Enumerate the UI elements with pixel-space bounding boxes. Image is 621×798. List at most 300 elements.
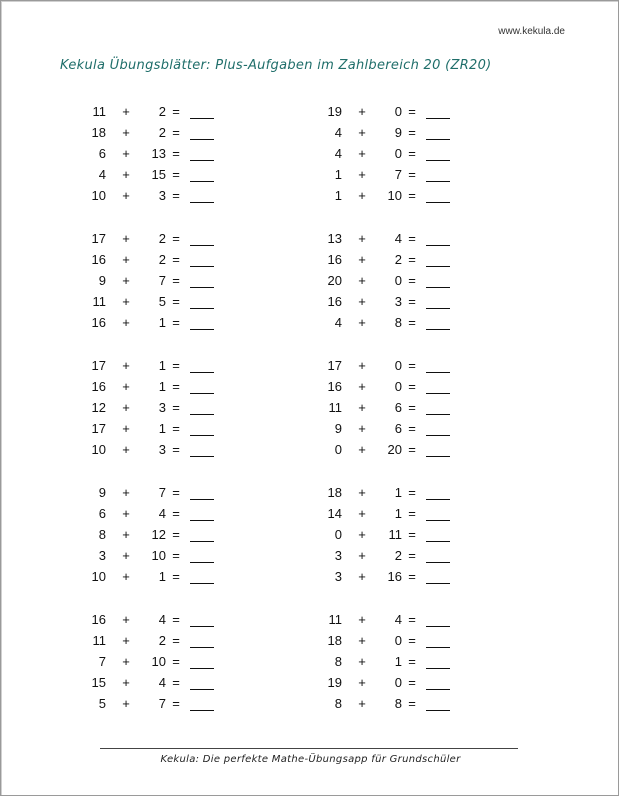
problem-row [306,165,506,186]
problem-row [70,313,270,334]
second-addend: 0 [394,358,402,373]
second-addend: 1 [158,379,166,394]
first-addend: 4 [334,125,342,140]
equals-sign: = [408,633,416,648]
equals-sign: = [408,315,416,330]
answer-blank[interactable] [426,647,450,648]
equals-sign: = [408,421,416,436]
problem-row [306,313,506,334]
second-addend: 13 [151,146,166,161]
problem-row [70,525,270,546]
equals-sign: = [172,569,180,584]
problem-row [70,504,270,525]
problem-row [70,123,270,144]
answer-blank[interactable] [426,626,450,627]
equals-sign: = [408,252,416,267]
answer-blank[interactable] [190,710,214,711]
problem-row [306,271,506,292]
first-addend: 18 [327,633,342,648]
plus-sign: + [122,252,130,267]
first-addend: 0 [334,527,342,542]
second-addend: 2 [158,104,166,119]
problem-row [70,483,270,504]
second-addend: 8 [394,696,402,711]
plus-sign: + [358,696,366,711]
first-addend: 1 [334,188,342,203]
second-addend: 2 [158,633,166,648]
second-addend: 15 [151,167,166,182]
answer-blank[interactable] [190,562,214,563]
plus-sign: + [358,273,366,288]
problem-group [306,229,506,356]
second-addend: 3 [158,400,166,415]
problem-row [306,102,506,123]
second-addend: 7 [394,167,402,182]
problem-row [70,398,270,419]
sheet-title: Kekula Übungsblätter: Plus-Aufgaben im Zahlbereich 20 (ZR20) [60,58,492,73]
problem-row [70,652,270,673]
first-addend: 4 [98,167,106,182]
second-addend: 2 [158,252,166,267]
equals-sign: = [408,146,416,161]
equals-sign: = [172,104,180,119]
equals-sign: = [172,633,180,648]
answer-blank[interactable] [426,414,450,415]
equals-sign: = [408,167,416,182]
first-addend: 10 [91,188,106,203]
first-addend: 16 [91,315,106,330]
answer-blank[interactable] [426,308,450,309]
plus-sign: + [122,421,130,436]
equals-sign: = [172,485,180,500]
first-addend: 19 [327,104,342,119]
equals-sign: = [172,421,180,436]
first-addend: 16 [327,294,342,309]
equals-sign: = [408,654,416,669]
first-addend: 4 [334,315,342,330]
problem-row [306,694,506,715]
answer-blank[interactable] [426,393,450,394]
first-addend: 16 [91,252,106,267]
second-addend: 3 [158,188,166,203]
problem-group [70,229,270,356]
answer-blank[interactable] [426,435,450,436]
second-addend: 0 [394,104,402,119]
equals-sign: = [408,294,416,309]
first-addend: 10 [91,569,106,584]
second-addend: 2 [158,125,166,140]
equals-sign: = [408,527,416,542]
problem-row [70,356,270,377]
second-addend: 2 [394,252,402,267]
first-addend: 16 [327,379,342,394]
problem-row [306,504,506,525]
equals-sign: = [408,569,416,584]
first-addend: 8 [334,654,342,669]
answer-blank[interactable] [426,160,450,161]
second-addend: 1 [158,569,166,584]
second-addend: 1 [394,485,402,500]
problem-row [306,610,506,631]
second-addend: 4 [158,612,166,627]
plus-sign: + [358,569,366,584]
plus-sign: + [122,506,130,521]
equals-sign: = [408,506,416,521]
problem-row [70,102,270,123]
problem-group [70,483,270,610]
right-column [306,102,506,737]
first-addend: 3 [98,548,106,563]
first-addend: 6 [98,506,106,521]
answer-blank[interactable] [190,435,214,436]
answer-blank[interactable] [190,266,214,267]
equals-sign: = [172,273,180,288]
first-addend: 7 [98,654,106,669]
plus-sign: + [358,506,366,521]
second-addend: 1 [158,358,166,373]
answer-blank[interactable] [190,393,214,394]
plus-sign: + [122,612,130,627]
problem-row [70,271,270,292]
second-addend: 11 [388,527,402,542]
equals-sign: = [172,315,180,330]
plus-sign: + [358,675,366,690]
equals-sign: = [172,506,180,521]
problem-row [306,250,506,271]
second-addend: 9 [394,125,402,140]
plus-sign: + [122,633,130,648]
answer-blank[interactable] [190,647,214,648]
second-addend: 4 [158,675,166,690]
problem-row [306,123,506,144]
first-addend: 17 [327,358,342,373]
problem-row [70,673,270,694]
first-addend: 17 [91,358,106,373]
equals-sign: = [408,696,416,711]
problem-row [70,165,270,186]
equals-sign: = [172,442,180,457]
first-addend: 9 [334,421,342,436]
footer-divider [100,748,518,749]
answer-blank[interactable] [426,710,450,711]
equals-sign: = [172,548,180,563]
answer-blank[interactable] [426,583,450,584]
plus-sign: + [122,273,130,288]
problem-row [306,631,506,652]
answer-blank[interactable] [426,118,450,119]
answer-blank[interactable] [426,181,450,182]
first-addend: 8 [98,527,106,542]
equals-sign: = [172,675,180,690]
second-addend: 7 [158,485,166,500]
answer-blank[interactable] [190,287,214,288]
second-addend: 0 [394,675,402,690]
problem-row [306,398,506,419]
second-addend: 1 [394,506,402,521]
second-addend: 2 [158,231,166,246]
plus-sign: + [358,104,366,119]
plus-sign: + [122,146,130,161]
first-addend: 5 [98,696,106,711]
equals-sign: = [408,125,416,140]
problem-row [70,250,270,271]
problem-row [70,694,270,715]
second-addend: 10 [151,654,166,669]
problem-row [70,229,270,250]
plus-sign: + [358,400,366,415]
plus-sign: + [358,188,366,203]
answer-blank[interactable] [190,181,214,182]
problem-row [70,440,270,461]
second-addend: 0 [394,633,402,648]
answer-blank[interactable] [190,245,214,246]
equals-sign: = [172,146,180,161]
problem-row [70,419,270,440]
answer-blank[interactable] [426,329,450,330]
plus-sign: + [122,569,130,584]
first-addend: 11 [92,104,106,119]
equals-sign: = [172,188,180,203]
second-addend: 12 [151,527,166,542]
plus-sign: + [358,231,366,246]
second-addend: 3 [394,294,402,309]
plus-sign: + [358,146,366,161]
problem-row [306,525,506,546]
second-addend: 7 [158,273,166,288]
plus-sign: + [358,125,366,140]
answer-blank[interactable] [426,245,450,246]
answer-blank[interactable] [426,541,450,542]
first-addend: 16 [327,252,342,267]
problem-group [306,356,506,483]
plus-sign: + [358,633,366,648]
plus-sign: + [122,654,130,669]
equals-sign: = [172,358,180,373]
answer-blank[interactable] [426,499,450,500]
equals-sign: = [408,273,416,288]
plus-sign: + [358,548,366,563]
problem-group [70,610,270,737]
plus-sign: + [122,379,130,394]
second-addend: 3 [158,442,166,457]
equals-sign: = [172,379,180,394]
answer-blank[interactable] [426,562,450,563]
problem-row [70,144,270,165]
plus-sign: + [358,358,366,373]
plus-sign: + [122,675,130,690]
problem-row [70,377,270,398]
second-addend: 4 [394,612,402,627]
plus-sign: + [358,421,366,436]
equals-sign: = [172,654,180,669]
problem-row [70,186,270,207]
problem-row [70,631,270,652]
equals-sign: = [408,612,416,627]
answer-blank[interactable] [190,139,214,140]
first-addend: 14 [327,506,342,521]
problem-row [306,292,506,313]
second-addend: 6 [394,400,402,415]
first-addend: 0 [334,442,342,457]
problem-row [306,546,506,567]
first-addend: 13 [327,231,342,246]
second-addend: 10 [387,188,402,203]
equals-sign: = [408,485,416,500]
second-addend: 20 [387,442,402,457]
equals-sign: = [172,294,180,309]
first-addend: 20 [327,273,342,288]
equals-sign: = [408,442,416,457]
plus-sign: + [358,167,366,182]
problem-row [70,610,270,631]
equals-sign: = [408,231,416,246]
answer-blank[interactable] [190,414,214,415]
plus-sign: + [122,485,130,500]
answer-blank[interactable] [426,266,450,267]
equals-sign: = [172,125,180,140]
problem-group [306,102,506,229]
equals-sign: = [408,675,416,690]
first-addend: 6 [98,146,106,161]
answer-blank[interactable] [426,668,450,669]
equals-sign: = [172,231,180,246]
problem-group [70,102,270,229]
equals-sign: = [172,527,180,542]
answer-blank[interactable] [190,372,214,373]
first-addend: 16 [91,379,106,394]
second-addend: 10 [151,548,166,563]
problem-group [70,356,270,483]
footer-text: Kekula: Die perfekte Mathe-Übungsapp für Grundschüler [160,754,461,765]
problem-row [306,673,506,694]
answer-blank[interactable] [426,520,450,521]
plus-sign: + [358,379,366,394]
answer-blank[interactable] [190,202,214,203]
first-addend: 12 [91,400,106,415]
equals-sign: = [172,400,180,415]
second-addend: 6 [394,421,402,436]
answer-blank[interactable] [190,308,214,309]
plus-sign: + [358,442,366,457]
answer-blank[interactable] [190,329,214,330]
problem-row [306,419,506,440]
problem-row [306,356,506,377]
plus-sign: + [358,252,366,267]
plus-sign: + [358,485,366,500]
plus-sign: + [122,125,130,140]
site-url: www.kekula.de [498,26,565,37]
plus-sign: + [122,104,130,119]
answer-blank[interactable] [190,118,214,119]
second-addend: 16 [387,569,402,584]
problem-row [306,186,506,207]
second-addend: 0 [394,379,402,394]
equals-sign: = [408,548,416,563]
answer-blank[interactable] [426,287,450,288]
answer-blank[interactable] [190,668,214,669]
equals-sign: = [408,358,416,373]
second-addend: 0 [394,146,402,161]
answer-blank[interactable] [190,626,214,627]
plus-sign: + [122,442,130,457]
first-addend: 9 [98,273,106,288]
answer-blank[interactable] [426,456,450,457]
first-addend: 9 [98,485,106,500]
plus-sign: + [122,231,130,246]
equals-sign: = [408,104,416,119]
problem-row [306,440,506,461]
second-addend: 1 [158,421,166,436]
plus-sign: + [358,612,366,627]
first-addend: 3 [334,548,342,563]
first-addend: 11 [328,400,342,415]
plus-sign: + [122,400,130,415]
answer-blank[interactable] [426,372,450,373]
plus-sign: + [358,527,366,542]
first-addend: 1 [334,167,342,182]
first-addend: 4 [334,146,342,161]
equals-sign: = [408,188,416,203]
plus-sign: + [122,696,130,711]
equals-sign: = [408,400,416,415]
plus-sign: + [122,188,130,203]
second-addend: 1 [394,654,402,669]
problem-row [70,546,270,567]
second-addend: 2 [394,548,402,563]
first-addend: 16 [91,612,106,627]
plus-sign: + [358,654,366,669]
first-addend: 10 [91,442,106,457]
answer-blank[interactable] [190,160,214,161]
equals-sign: = [172,252,180,267]
problem-row [306,377,506,398]
first-addend: 18 [327,485,342,500]
first-addend: 3 [334,569,342,584]
plus-sign: + [122,527,130,542]
answer-blank[interactable] [190,499,214,500]
problem-row [306,567,506,588]
problem-row [70,292,270,313]
plus-sign: + [358,315,366,330]
first-addend: 17 [91,231,106,246]
problem-group [306,483,506,610]
second-addend: 1 [158,315,166,330]
second-addend: 7 [158,696,166,711]
answer-blank[interactable] [190,456,214,457]
second-addend: 4 [158,506,166,521]
problem-row [306,652,506,673]
answer-blank[interactable] [426,139,450,140]
first-addend: 11 [92,633,106,648]
first-addend: 11 [328,612,342,627]
plus-sign: + [122,294,130,309]
problem-group [306,610,506,737]
equals-sign: = [408,379,416,394]
first-addend: 19 [327,675,342,690]
answer-blank[interactable] [426,202,450,203]
answer-blank[interactable] [190,541,214,542]
answer-blank[interactable] [190,520,214,521]
first-addend: 15 [91,675,106,690]
answer-blank[interactable] [426,689,450,690]
first-addend: 8 [334,696,342,711]
equals-sign: = [172,696,180,711]
plus-sign: + [122,315,130,330]
problem-row [70,567,270,588]
answer-blank[interactable] [190,583,214,584]
second-addend: 5 [158,294,166,309]
answer-blank[interactable] [190,689,214,690]
